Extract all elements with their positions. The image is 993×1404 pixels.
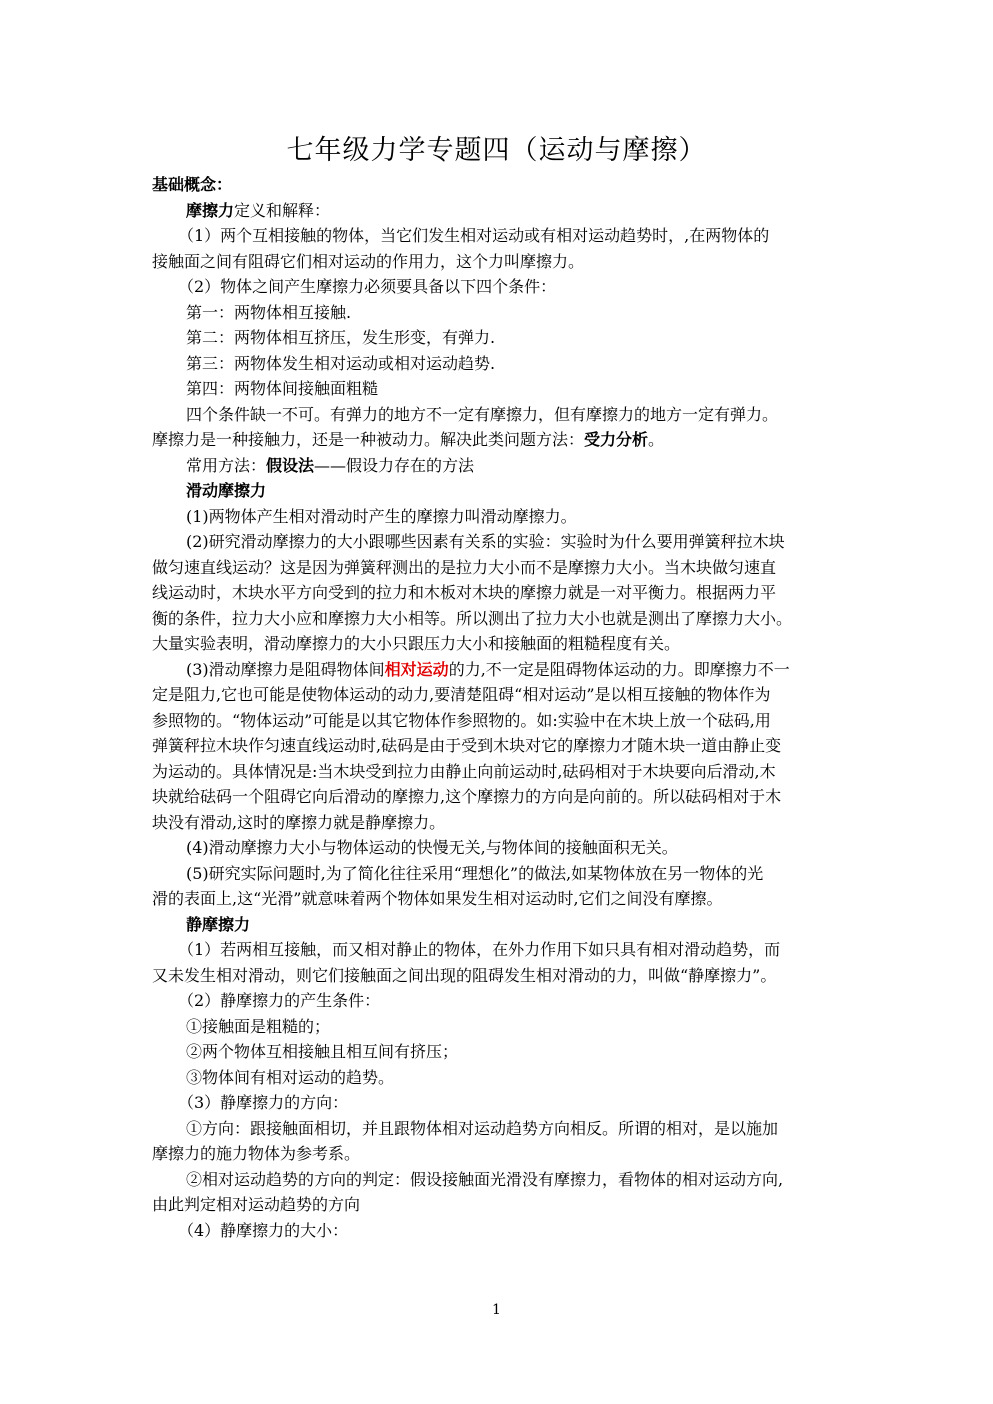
page-title: 七年级力学专题四（运动与摩擦）: [286, 135, 707, 166]
document-body: [152, 172, 842, 1243]
paragraph-line: 为运动的。具体情况是:当木块受到拉力由静止向前运动时,砝码相对于木块要向后滑动,木: [152, 761, 776, 781]
paragraph-line: （4）静摩擦力的大小：: [178, 1220, 349, 1240]
list-item: ③物体间有相对运动的趋势。: [186, 1067, 395, 1087]
condition-item: 第二：两物体相互挤压，发生形变，有弹力.: [186, 328, 496, 347]
paragraph-line: [152, 427, 842, 453]
section-heading-static-friction: 静摩擦力: [186, 914, 251, 934]
text-span: (3)滑动摩擦力是阻碍物体间: [186, 659, 385, 679]
list-item: ②两个物体互相接触且相互间有挤压；: [186, 1042, 459, 1061]
method-label: 常用方法：: [186, 455, 267, 475]
section-heading-sliding-friction: 滑动摩擦力: [186, 481, 267, 500]
paragraph-line: (2)研究滑动摩擦力的大小跟哪些因素有关系的实验：实验时为什么要用弹簧秤拉木块: [186, 532, 785, 551]
method-line: [152, 453, 842, 479]
paragraph-line: 做匀速直线运动？这是因为弹簧秤测出的是拉力大小而不是摩擦力大小。当木块做匀速直: [152, 557, 777, 577]
method-description: ——假设力存在的方法: [314, 455, 475, 475]
paragraph-line: 参照物的。“物体运动”可能是以其它物体作参照物的。如:实验中在木块上放一个砝码,用: [152, 710, 771, 730]
text-span: 的力,不一定是阻碍物体运动的力。即摩擦力不一: [448, 659, 790, 679]
paragraph-line: 衡的条件，拉力大小应和摩擦力大小相等。所以测出了拉力大小也就是测出了摩擦力大小。: [152, 608, 793, 628]
paragraph-line: 定是阻力,它也可能是使物体运动的动力,要清楚阻碍“相对运动”是以相互接触的物体作为: [152, 685, 771, 704]
summary-end: 。: [648, 430, 665, 449]
force-analysis-term: 受力分析: [584, 430, 649, 449]
paragraph-line: (4)滑动摩擦力大小与物体运动的快慢无关,与物体间的接触面积无关。: [186, 838, 678, 857]
paragraph-line: 大量实验表明，滑动摩擦力的大小只跟压力大小和接触面的粗糙程度有关。: [152, 634, 681, 653]
friction-definition-heading: [152, 198, 842, 224]
paragraph-line: （1）若两相互接触，而又相对静止的物体，在外力作用下如只具有相对滑动趋势，而: [178, 940, 781, 959]
paragraph-line: （2）物体之间产生摩擦力必须要具备以下四个条件：: [178, 277, 557, 296]
paragraph-line: 弹簧秤拉木块作匀速直线运动时,砝码是由于受到木块对它的摩擦力才随木块一道由静止变: [152, 736, 782, 755]
condition-item: 第一：两物体相互接触.: [186, 302, 352, 322]
paragraph-line: 摩擦力的施力物体为参考系。: [152, 1144, 361, 1163]
definition-label: 定义和解释：: [234, 200, 331, 220]
paragraph-line: （1）两个互相接触的物体，当它们发生相对运动或有相对运动趋势时，,在两物体的: [178, 226, 770, 245]
paragraph-line: 线运动时，木块水平方向受到的拉力和木板对木块的摩擦力就是一对平衡力。根据两力平: [152, 583, 777, 602]
paragraph-line: 滑的表面上,这“光滑”就意味着两个物体如果发生相对运动时,它们之间没有摩擦。: [152, 889, 723, 908]
paragraph-line: 块就给砝码一个阻碍它向后滑动的摩擦力,这个摩擦力的方向是向前的。所以砝码相对于木: [152, 787, 782, 806]
paragraph-line: 接触面之间有阻碍它们相对运动的作用力，这个力叫摩擦力。: [152, 251, 585, 271]
paragraph-line: （3）静摩擦力的方向：: [178, 1093, 349, 1112]
condition-item: 第四：两物体间接触面粗糙: [186, 379, 379, 398]
section-heading-basic-concepts: 基础概念：: [152, 175, 233, 194]
paragraph-line: ②相对运动趋势的方向的判定：假设接触面光滑没有摩擦力，看物体的相对运动方向,: [186, 1169, 784, 1189]
paragraph-line: 又未发生相对滑动，则它们接触面之间出现的阻碍发生相对滑动的力，叫做“静摩擦力”。: [152, 965, 777, 985]
condition-item: 第三：两物体发生相对运动或相对运动趋势.: [186, 353, 496, 373]
hypothesis-method-term: 假设法: [266, 455, 315, 475]
paragraph-line: (1)两物体产生相对滑动时产生的摩擦力叫滑动摩擦力。: [186, 506, 577, 526]
term-friction: 摩擦力: [186, 200, 235, 220]
paragraph-line: ①方向：跟接触面相切，并且跟物体相对运动趋势方向相反。所谓的相对，是以施加: [186, 1118, 779, 1138]
list-item: ①接触面是粗糙的；: [186, 1016, 331, 1036]
highlight-relative-motion: 相对运动: [384, 659, 449, 679]
paragraph-line: [152, 657, 842, 683]
paragraph-line: （2）静摩擦力的产生条件：: [178, 991, 381, 1010]
summary-text: 摩擦力是一种接触力，还是一种被动力。解决此类问题方法：: [152, 430, 585, 449]
paragraph-line: 块没有滑动,这时的摩擦力就是静摩擦力。: [152, 812, 446, 832]
paragraph-line: 由此判定相对运动趋势的方向: [152, 1195, 361, 1214]
paragraph-line: (5)研究实际问题时,为了简化往往采用“理想化”的做法,如某物体放在另一物体的光: [186, 863, 764, 883]
page-number: 1: [492, 1302, 501, 1318]
paragraph-line: 四个条件缺一不可。有弹力的地方不一定有摩擦力，但有摩擦力的地方一定有弹力。: [186, 404, 779, 424]
